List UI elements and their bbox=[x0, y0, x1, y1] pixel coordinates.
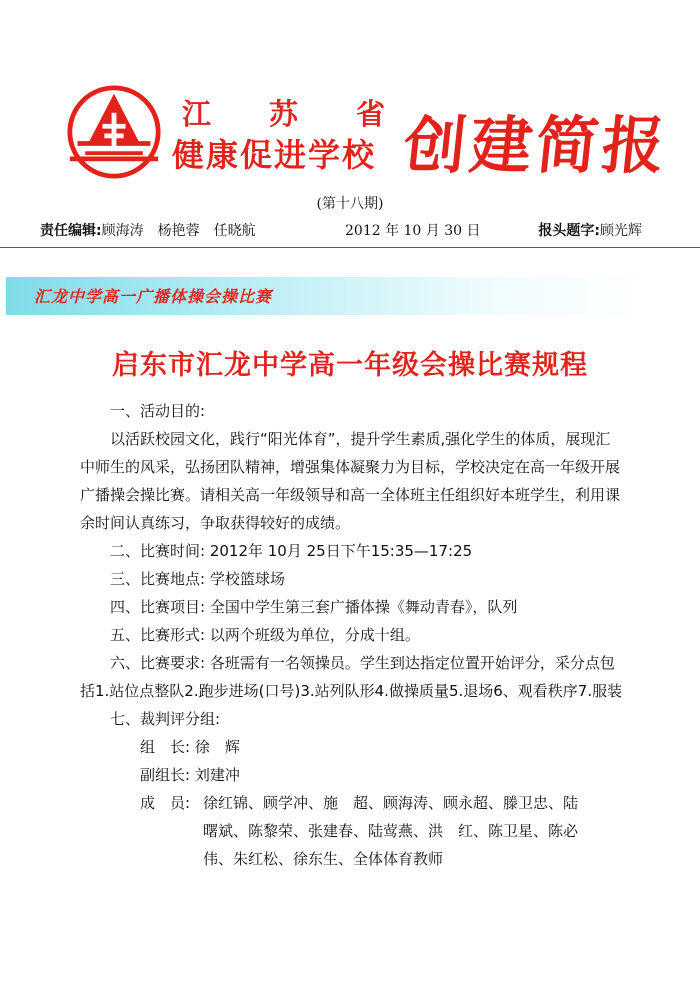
section-3: 三、比赛地点: 学校篮球场 bbox=[110, 570, 285, 588]
editors-line bbox=[40, 220, 660, 242]
judge-leader: 组 长: 徐 辉 bbox=[140, 738, 240, 756]
masthead bbox=[0, 0, 700, 190]
calligrapher-name: 顾光辉 bbox=[600, 223, 642, 239]
members-label: 成 员: bbox=[140, 794, 191, 812]
section-1-heading: 一、活动目的: bbox=[110, 402, 206, 420]
issue-date: 2012 年 10 月 30 日 bbox=[345, 223, 481, 239]
issue-number: (第十八期) bbox=[316, 196, 384, 212]
article-body bbox=[80, 397, 625, 873]
bulletin-title: 创建简报 bbox=[400, 109, 673, 182]
members-list: 徐红锦、顾学冲、施 超、顾海涛、顾永超、滕卫忠、陆曙斌、陈黎荣、张建春、陆莺燕、洪 红、陈卫星、陈必伟、朱红松、徐东生、全体体育教师 bbox=[203, 794, 579, 868]
section-7-heading: 七、裁判评分组: bbox=[110, 710, 221, 728]
section-5: 五、比赛形式: 以两个班级为单位，分成十组。 bbox=[110, 626, 420, 644]
section-4: 四、比赛项目: 全国中学生第三套广播体操《舞动青春》，队列 bbox=[110, 598, 518, 616]
article-title: 启东市汇龙中学高一年级会操比赛规程 bbox=[112, 350, 588, 381]
editors-label: 责任编辑: bbox=[40, 223, 102, 239]
section-1-body: 以活跃校园文化，践行“阳光体育”，提升学生素质,强化学生的体质，展现汇中师生的风采，弘扬团队精神，增强集体凝聚力为目标，学校决定在高一年级开展广播操会操比赛。请相关高一年级领导和高一全体班主任组织好本班学生，利用课余时间认真练习，争取获得较好的成绩。 bbox=[80, 430, 621, 532]
calligraphy-credit bbox=[538, 220, 642, 240]
school-emblem-logo bbox=[66, 84, 162, 180]
section-banner-text: 汇龙中学高一广播体操会操比赛 bbox=[34, 287, 273, 306]
editors-names: 顾海涛 杨艳蓉 任晓航 bbox=[101, 223, 256, 239]
section-2: 二、比赛时间: 2012年 10月 25日下午15:35—17:25 bbox=[110, 542, 473, 560]
province-title: 江苏省 bbox=[182, 97, 444, 131]
judge-deputy: 副组长: 刘建冲 bbox=[140, 766, 240, 784]
school-type-title: 健康促进学校 bbox=[172, 136, 377, 174]
divider bbox=[0, 247, 700, 248]
calligraphy-label: 报头题字: bbox=[538, 223, 600, 239]
editors-block bbox=[40, 220, 256, 240]
judge-members bbox=[80, 789, 625, 873]
section-6: 六、比赛要求: 各班需有一名领操员。学生到达指定位置开始评分，采分点包括1.站位点整队2.跑步进场(口号)3.站列队形4.做操质量5.退场6、观看秩序7.服装 bbox=[80, 654, 623, 700]
